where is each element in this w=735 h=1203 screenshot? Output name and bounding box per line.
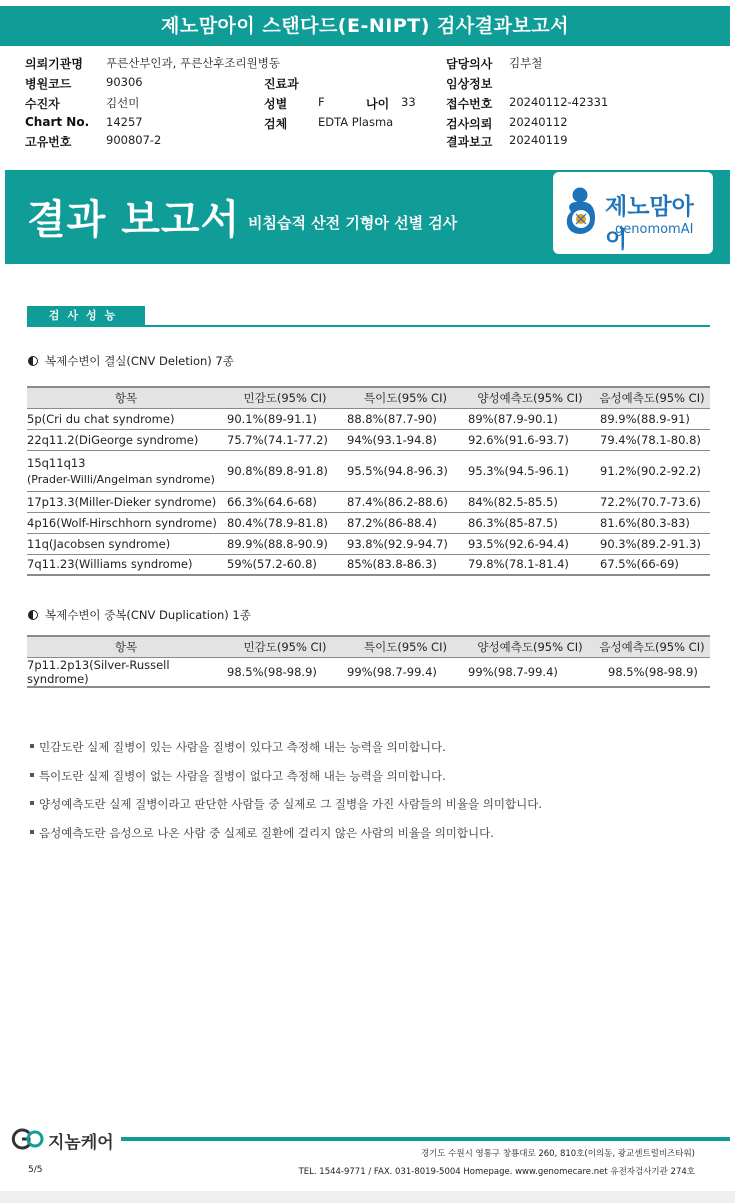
sex-value: F — [318, 95, 325, 109]
duplication-heading — [28, 607, 251, 623]
uid-value: 900807-2 — [106, 133, 162, 147]
npv-cell: 90.3%(89.2-91.3) — [594, 533, 710, 554]
note-text: 특이도란 실제 질병이 없는 사람을 질병이 없다고 측정해 내는 능력을 의미합니다. — [39, 768, 446, 783]
sensitivity-cell: 90.8%(89.8-91.8) — [225, 450, 345, 491]
company-contact: TEL. 1544-9771 / FAX. 031-8019-5004 Homepage. www.genomecare.net 유전자검사기관 274호 — [298, 1167, 695, 1177]
deletion-heading — [28, 353, 234, 369]
table-row — [27, 429, 710, 450]
result-label: 결과보고 — [446, 135, 493, 149]
specificity-cell: 87.4%(86.2-88.6) — [345, 491, 466, 512]
col-sensitivity: 민감도(95% CI) — [225, 387, 345, 408]
duplication-table — [27, 635, 710, 688]
table-row — [27, 657, 710, 687]
receipt-label: 접수번호 — [446, 97, 493, 111]
deletion-table — [27, 386, 710, 576]
sensitivity-cell: 98.5%(98-98.9) — [225, 657, 345, 687]
specificity-cell: 95.5%(94.8-96.3) — [345, 450, 466, 491]
genomom-mother-icon — [563, 186, 599, 238]
ppv-cell: 89%(87.9-90.1) — [466, 408, 594, 429]
banner-title: 결과 보고서 — [27, 197, 241, 243]
npv-cell: 91.2%(90.2-92.2) — [594, 450, 710, 491]
sensitivity-cell: 80.4%(78.9-81.8) — [225, 512, 345, 533]
list-item — [30, 796, 542, 825]
table-row — [27, 554, 710, 575]
col-specificity: 특이도(95% CI) — [345, 636, 466, 657]
clinical-label: 임상정보 — [446, 77, 493, 91]
item-cell: 7q11.23(Williams syndrome) — [27, 554, 225, 575]
definition-notes — [30, 739, 542, 853]
bottom-strip — [0, 1191, 735, 1203]
npv-cell: 67.5%(66-69) — [594, 554, 710, 575]
sensitivity-cell: 59%(57.2-60.8) — [225, 554, 345, 575]
institution-label: 의뢰기관명 — [25, 57, 83, 71]
npv-cell: 72.2%(70.7-73.6) — [594, 491, 710, 512]
uid-label: 고유번호 — [25, 135, 72, 149]
note-text: 양성예측도란 실제 질병이라고 판단한 사람들 중 실제로 그 질병을 가진 사람들의 비율을 의미합니다. — [39, 797, 542, 811]
col-npv: 음성예측도(95% CI) — [594, 387, 710, 408]
ppv-cell: 95.3%(94.5-96.1) — [466, 450, 594, 491]
age-value: 33 — [401, 95, 416, 109]
list-item — [30, 768, 542, 797]
col-specificity: 특이도(95% CI) — [345, 387, 466, 408]
section-divider — [27, 325, 710, 327]
doctor-value: 김부철 — [509, 56, 543, 70]
sex-label: 성별 — [264, 97, 288, 111]
section-tab-performance: 검사성능 — [27, 306, 145, 326]
chart-value: 14257 — [106, 115, 143, 129]
specificity-cell: 85%(83.8-86.3) — [345, 554, 466, 575]
specificity-cell: 93.8%(92.9-94.7) — [345, 533, 466, 554]
bullet-icon — [30, 744, 34, 748]
col-ppv: 양성예측도(95% CI) — [466, 387, 594, 408]
npv-cell: 81.6%(80.3-83) — [594, 512, 710, 533]
item-cell: 5p(Cri du chat syndrome) — [27, 408, 225, 429]
genomom-logo — [553, 172, 713, 254]
bullet-icon — [30, 830, 34, 834]
deletion-header-row — [27, 387, 710, 408]
company-address: 경기도 수원시 영통구 창룡대로 260, 810호(이의동, 광교센트럴비즈타워) — [420, 1149, 695, 1159]
age-label: 나이 — [366, 97, 390, 111]
receipt-value: 20240112-42331 — [509, 95, 609, 109]
bullet-icon — [30, 801, 34, 805]
col-npv: 음성예측도(95% CI) — [594, 636, 710, 657]
specimen-value: EDTA Plasma — [318, 115, 394, 129]
item-cell — [27, 450, 225, 491]
specimen-label: 검체 — [264, 117, 288, 131]
item-cell: 22q11.2(DiGeorge syndrome) — [27, 429, 225, 450]
note-text: 민감도란 실제 질병이 있는 사람을 질병이 있다고 측정해 내는 능력을 의미합니다. — [39, 740, 446, 754]
ppv-cell: 93.5%(92.6-94.4) — [466, 533, 594, 554]
ppv-cell: 84%(82.5-85.5) — [466, 491, 594, 512]
item-cell-line2: (Prader-Willi/Angelman syndrome) — [27, 472, 215, 486]
specificity-cell: 87.2%(86-88.4) — [345, 512, 466, 533]
table-row — [27, 450, 710, 491]
bullet-icon — [30, 773, 34, 777]
company-name: 지놈케어 — [48, 1133, 114, 1153]
patient-label: 수진자 — [25, 97, 60, 111]
item-cell: 4p16(Wolf-Hirschhorn syndrome) — [27, 512, 225, 533]
npv-cell: 98.5%(98-98.9) — [594, 657, 710, 687]
item-cell: 7p11.2p13(Silver-Russell syndrome) — [27, 657, 225, 687]
sensitivity-cell: 66.3%(64.6-68) — [225, 491, 345, 512]
npv-cell: 89.9%(88.9-91) — [594, 408, 710, 429]
specificity-cell: 99%(98.7-99.4) — [345, 657, 466, 687]
chart-label: Chart No. — [25, 115, 90, 129]
note-text: 음성예측도란 음성으로 나온 사람 중 실제로 질환에 걸리지 않은 사람의 비율을 의미합니다. — [39, 825, 494, 840]
item-cell: 11q(Jacobsen syndrome) — [27, 533, 225, 554]
code-value: 90306 — [106, 75, 143, 89]
dept-label: 진료과 — [264, 77, 299, 91]
specificity-cell: 94%(93.1-94.8) — [345, 429, 466, 450]
duplication-header-row — [27, 636, 710, 657]
col-item: 항목 — [27, 387, 225, 408]
genomecare-g-icon — [10, 1128, 44, 1150]
item-cell: 17p13.3(Miller-Dieker syndrome) — [27, 491, 225, 512]
item-cell-line1: 15q11q13 — [27, 455, 86, 470]
table-row — [27, 491, 710, 512]
request-value: 20240112 — [509, 115, 568, 129]
sensitivity-cell: 75.7%(74.1-77.2) — [225, 429, 345, 450]
list-item — [30, 739, 542, 768]
ppv-cell: 86.3%(85-87.5) — [466, 512, 594, 533]
sensitivity-cell: 90.1%(89-91.1) — [225, 408, 345, 429]
result-banner — [5, 170, 730, 264]
request-label: 검사의뢰 — [446, 117, 493, 131]
half-circle-icon — [28, 356, 38, 366]
deletion-heading-text: 복제수변이 결실(CNV Deletion) 7종 — [45, 354, 234, 368]
ppv-cell: 92.6%(91.6-93.7) — [466, 429, 594, 450]
ppv-cell: 79.8%(78.1-81.4) — [466, 554, 594, 575]
report-title: 제노맘아이 스탠다드(E-NIPT) 검사결과보고서 — [0, 6, 730, 46]
patient-value: 김선미 — [106, 96, 140, 110]
footer-divider — [121, 1137, 730, 1141]
institution-value: 푸른산부인과, 푸른산후조리원병동 — [106, 56, 280, 70]
code-label: 병원코드 — [25, 77, 72, 91]
doctor-label: 담당의사 — [446, 57, 493, 71]
table-row — [27, 408, 710, 429]
logo-name: 제노맘아이 — [605, 194, 694, 253]
banner-subtitle: 비침습적 산전 기형아 선별 검사 — [248, 214, 458, 232]
result-value: 20240119 — [509, 133, 568, 147]
ppv-cell: 99%(98.7-99.4) — [466, 657, 594, 687]
col-ppv: 양성예측도(95% CI) — [466, 636, 594, 657]
npv-cell: 79.4%(78.1-80.8) — [594, 429, 710, 450]
table-row — [27, 533, 710, 554]
list-item — [30, 825, 542, 854]
page-number: 5/5 — [28, 1165, 43, 1175]
specificity-cell: 88.8%(87.7-90) — [345, 408, 466, 429]
sensitivity-cell: 89.9%(88.8-90.9) — [225, 533, 345, 554]
col-item: 항목 — [27, 636, 225, 657]
duplication-heading-text: 복제수변이 중복(CNV Duplication) 1종 — [45, 608, 251, 622]
logo-english: genomomAI — [615, 222, 694, 237]
col-sensitivity: 민감도(95% CI) — [225, 636, 345, 657]
table-row — [27, 512, 710, 533]
half-circle-icon — [28, 610, 38, 620]
